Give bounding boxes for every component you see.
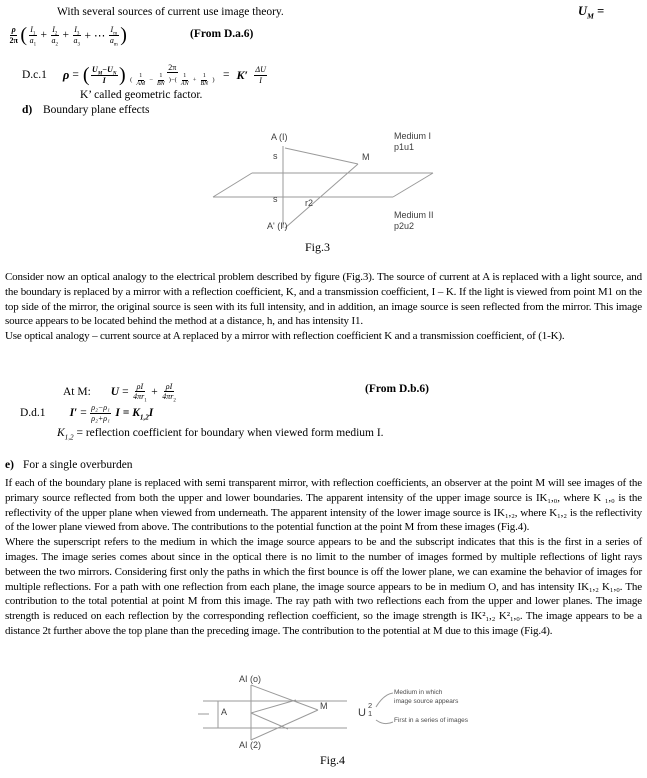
potential-term-2: $\frac{\rho I}{4\pi r_2}$ <box>162 382 176 404</box>
fig3-medium2-label: Medium II <box>394 210 434 220</box>
plane-right-edge <box>393 173 433 197</box>
fig3-medium1-props: p1u1 <box>394 142 415 152</box>
close-paren: ) <box>120 24 127 46</box>
delta-u-fraction: $\frac{\Delta U}{I}$ <box>255 65 266 85</box>
k12-definition: $K_{1,2}$ = reflection coefficient for boundary when viewed form medium I. <box>57 427 384 442</box>
fig3-source-label: A (I) <box>271 132 288 142</box>
fig4-m-label: M <box>320 701 328 711</box>
paragraph-overburden <box>5 476 642 639</box>
item-e-text: For a single overburden <box>23 459 133 471</box>
ray-top-image-to-m <box>251 685 318 710</box>
ray-bottom-image-to-m <box>251 710 318 740</box>
ray-a-to-m <box>285 148 358 164</box>
intro-line: With several sources of current use image theory. <box>57 6 284 18</box>
geometric-factor-note: K’ called geometric factor. <box>80 89 203 101</box>
close-paren: ) <box>118 64 126 86</box>
fig4-top-image-label: AI (o) <box>239 674 262 684</box>
para3-text: Where the superscript refers to the medium in which the image source appears to be and the subscript indicates that this is the first in a series of images. The image series comes about since in the optical there is no limit to the number of images formed by multiple reflections of light rays between the two mirrors. Considering first only the paths in which the first bounce is off the lower plane, we can examine the behavior of images for multiple reflections. For a path with one reflection from each plane, the image source appears to be in medium O, and has intensity IK₁,₂ K₁,₀. The contribution to the total potential at point M from this image. The ray path with two reflections each from the upper and lower planes. The image strength is reduced on each reflection by the corresponding reflection coefficient, so the image strength is IK²₁,₂ K²₁,₀. The image appears to be a distance 2t further above the top plane than the preceding image. The contribution to the potential at M due to this image (Fig.4). <box>5 536 642 637</box>
fig4-u-symbol: U <box>358 707 366 719</box>
dc1-label: D.c.1 <box>22 69 47 81</box>
fig3-medium1-label: Medium I <box>394 131 432 141</box>
equals-sign: = <box>80 407 87 419</box>
fig3-medium2-props: p2u2 <box>394 221 415 231</box>
equation-multi-source <box>8 23 128 47</box>
equation-dc1 <box>22 61 267 89</box>
fig4-callout-medium-line2: image source appears <box>394 698 459 705</box>
plus-sign: + <box>151 386 158 398</box>
plane-left-edge <box>213 173 252 197</box>
um-base: U <box>578 4 588 18</box>
paragraph-optical-analogy <box>5 270 642 344</box>
k12-term: $I = K_{1,2}I$ <box>115 407 154 422</box>
ref-da6: (From D.a.6) <box>190 28 254 40</box>
fig3-caption: Fig.3 <box>305 240 331 254</box>
fig4-caption: Fig.4 <box>320 753 346 767</box>
lead-fraction: $\frac{\rho}{2\pi}$ <box>9 25 18 45</box>
fig3-image-source-label: A' (I') <box>267 221 288 231</box>
fig4-callout-series: First in a series of images <box>394 717 469 724</box>
plus-dots: + ⋯ <box>84 30 106 42</box>
fig3-diagram <box>180 128 470 253</box>
potential-term-1: $\frac{\rho I}{4\pi r_1}$ <box>133 382 147 404</box>
fig4-u-subscript: 1 <box>368 709 373 718</box>
para2-text: If each of the boundary plane is replaced with semi transparent mirror, with reflection coefficients, an observer at the point M will see images of the primary source reflected from both the upper and lower boundaries. The apparent intensity of the upper image source is IK₁,₀, where K ₁,₀ is the reflectivity of the upper plane when viewed from underneath. The apparent intensity of the lower image source is IK₁,₂, where K₁,₂ is the reflectivity of the lower plane viewed from above. The contributions to the potential function at the point M from these images (Fig.4). <box>5 477 642 534</box>
fig3-s-top-label: s <box>273 151 278 161</box>
ray-diamond-upper <box>251 700 296 713</box>
voltage-fraction: $\frac{U_M-U_N}{I}$ <box>92 65 117 85</box>
fig4-u-superscript: 2 <box>368 701 373 710</box>
u-symbol: U <box>110 386 120 398</box>
rho-symbol: ρ <box>62 67 70 82</box>
fig4-callout-medium-line1: Medium in which <box>394 689 443 696</box>
open-paren: ( <box>82 64 90 86</box>
ref-db6: (From D.b.6) <box>365 383 429 395</box>
geometry-fraction: 2π ( $\frac{1}{AM}$ − $\frac{1}{BN}$ )−( $\frac{1}{AN}$ + $\frac{1}{BN}$ ) <box>130 62 215 87</box>
fig4-u-indices <box>368 702 372 718</box>
fig4-bottom-image-label: AI (2) <box>239 740 262 750</box>
callout-curve-bottom <box>376 720 393 724</box>
para1b-text: Use optical analogy – current source at A replaced by a mirror with reflection coefficient K and a transmission coefficient, of (1-K). <box>5 330 565 343</box>
fig3-r2-label: r2 <box>305 198 314 208</box>
fig3-m-label: M <box>362 152 370 162</box>
reflection-fraction: $\frac{\text{ρ₂−ρ₁}}{\text{ρ₂+ρ₁}}$ <box>91 403 110 423</box>
k-prime-symbol: K′ <box>236 67 248 82</box>
equals-sign: = <box>122 386 129 398</box>
item-d-text: Boundary plane effects <box>43 104 150 116</box>
equals-sign-2: = <box>222 69 230 81</box>
at-m-label: At M: <box>63 386 91 398</box>
term-3: $\frac{I_3}{a_3}$ <box>73 24 81 48</box>
item-e-label: e) <box>5 459 14 471</box>
dd1-label: D.d.1 <box>20 407 46 419</box>
equals-sign: = <box>72 69 79 81</box>
equation-dd1 <box>20 402 153 424</box>
i-prime-symbol: I′ <box>69 407 78 419</box>
fig3-s-bottom-label: s <box>273 194 278 204</box>
term-2: $\frac{I_2}{a_2}$ <box>51 24 59 48</box>
ray-m-to-a-prime <box>285 164 358 228</box>
open-paren: ( <box>20 24 28 46</box>
plus-1: + <box>40 29 48 41</box>
equation-at-m <box>63 381 177 403</box>
item-d-label: d) <box>22 104 33 116</box>
um-eq-sign: = <box>593 4 605 18</box>
um-equals-term <box>578 4 604 19</box>
fig4-a-label: A <box>221 707 228 717</box>
callout-curve-top <box>376 693 393 707</box>
para1-text: Consider now an optical analogy to the electrical problem described by figure (Fig.3). The source of current at A is replaced with a light source, and the boundary is replaced by a mirror with a reflection coefficient, K, and a transmission coefficient, I – K. If the light is viewed from point M1 on the top side of the mirror, the original source is seen with its full intensity, and in addition, an image source is seen reflected from the mirror. This image source appears to be located behind the method at a distance, h, and has intensity I1. <box>5 271 642 328</box>
term-1: $\frac{I_1}{a_1}$ <box>29 24 37 48</box>
ray-diamond-lower <box>251 713 288 729</box>
um-subscript: M <box>587 11 594 21</box>
plus-2: + <box>62 29 70 41</box>
term-m: $\frac{I_m}{a_m}$ <box>109 24 118 48</box>
